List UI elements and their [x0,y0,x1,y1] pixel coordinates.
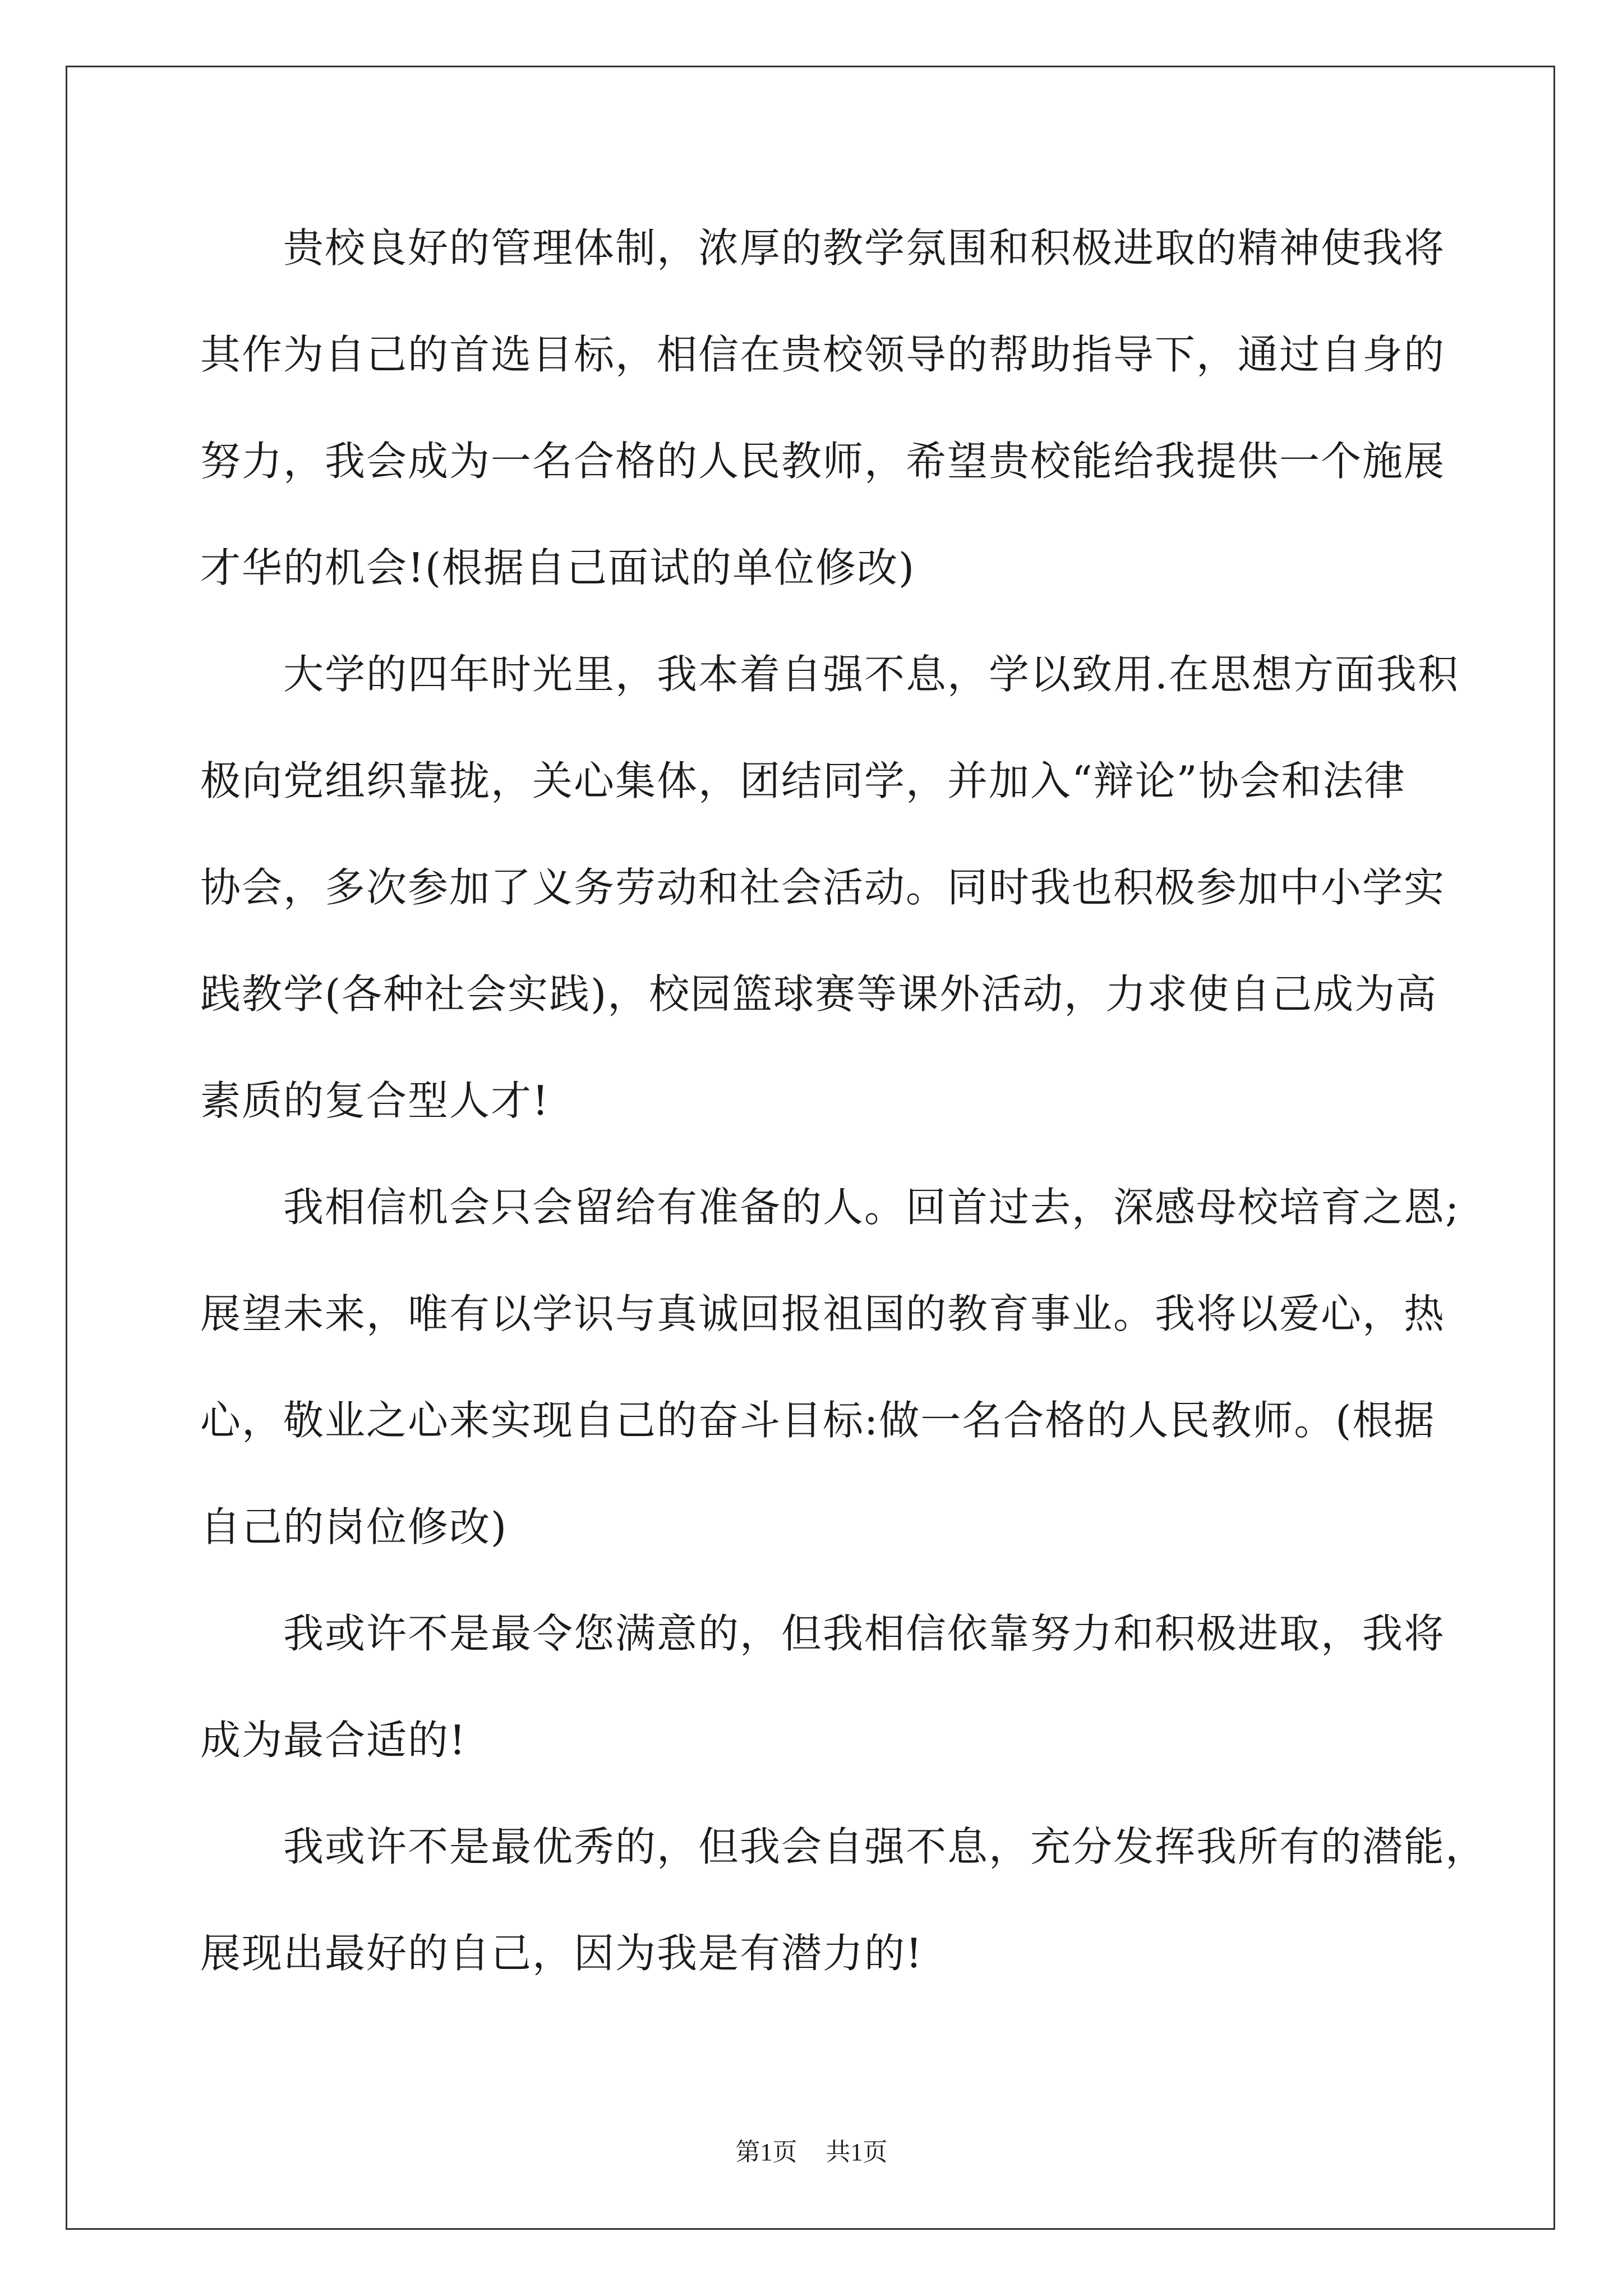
text-line: 展现出最好的自己，因为我是有潜力的! [200,1930,923,1977]
text-line: 协会，多次参加了义务劳动和社会活动。同时我也积极参加中小学实 [200,864,1446,911]
text-line: 努力，我会成为一名合格的人民教师，希望贵校能给我提供一个施展 [200,438,1446,485]
text-line: 才华的机会!(根据自己面试的单位修改) [200,544,916,591]
text-line: 展望未来，唯有以学识与真诚回报祖国的教育事业。我将以爱心，热 [200,1290,1446,1337]
paragraph-3 [200,1179,1460,1605]
text-line: 素质的复合型人才! [200,1077,550,1124]
text-line: 心，敬业之心来实现自己的奋斗目标:做一名合格的人民教师。(根据 [200,1397,1436,1444]
text-line: 成为最合适的! [200,1717,467,1764]
text-line: 我或许不是最令您满意的，但我相信依靠努力和积极进取，我将 [200,1610,1446,1657]
paragraph-5 [200,1819,1487,2032]
text-line: 贵校良好的管理体制，浓厚的教学氛围和积极进取的精神使我将 [200,224,1446,272]
page-number: 第1页 [735,2138,797,2166]
text-line: 自己的岗位修改) [200,1503,508,1550]
text-line: 大学的四年时光里，我本着自强不息，学以致用.在思想方面我积 [200,651,1459,698]
text-line: 我相信机会只会留给有准备的人。回首过去，深感母校培育之恩; [200,1184,1460,1231]
text-line: 极向党组织靠拢，关心集体，团结同学，并加入“辩论”协会和法律 [200,757,1406,804]
paragraph-4 [200,1605,1446,1819]
text-line: 践教学(各种社会实践)，校园篮球赛等课外活动，力求使自己成为高 [200,970,1438,1018]
text-line: 其作为自己的首选目标，相信在贵校领导的帮助指导下，通过自身的 [200,331,1446,378]
text-line: 我或许不是最优秀的，但我会自强不息，充分发挥我所有的潜能， [200,1823,1487,1870]
page-total: 共1页 [826,2138,888,2166]
paragraph-2 [200,646,1459,1179]
document-body [200,220,1487,2032]
paragraph-1 [200,220,1446,646]
page-footer [0,2132,1623,2168]
